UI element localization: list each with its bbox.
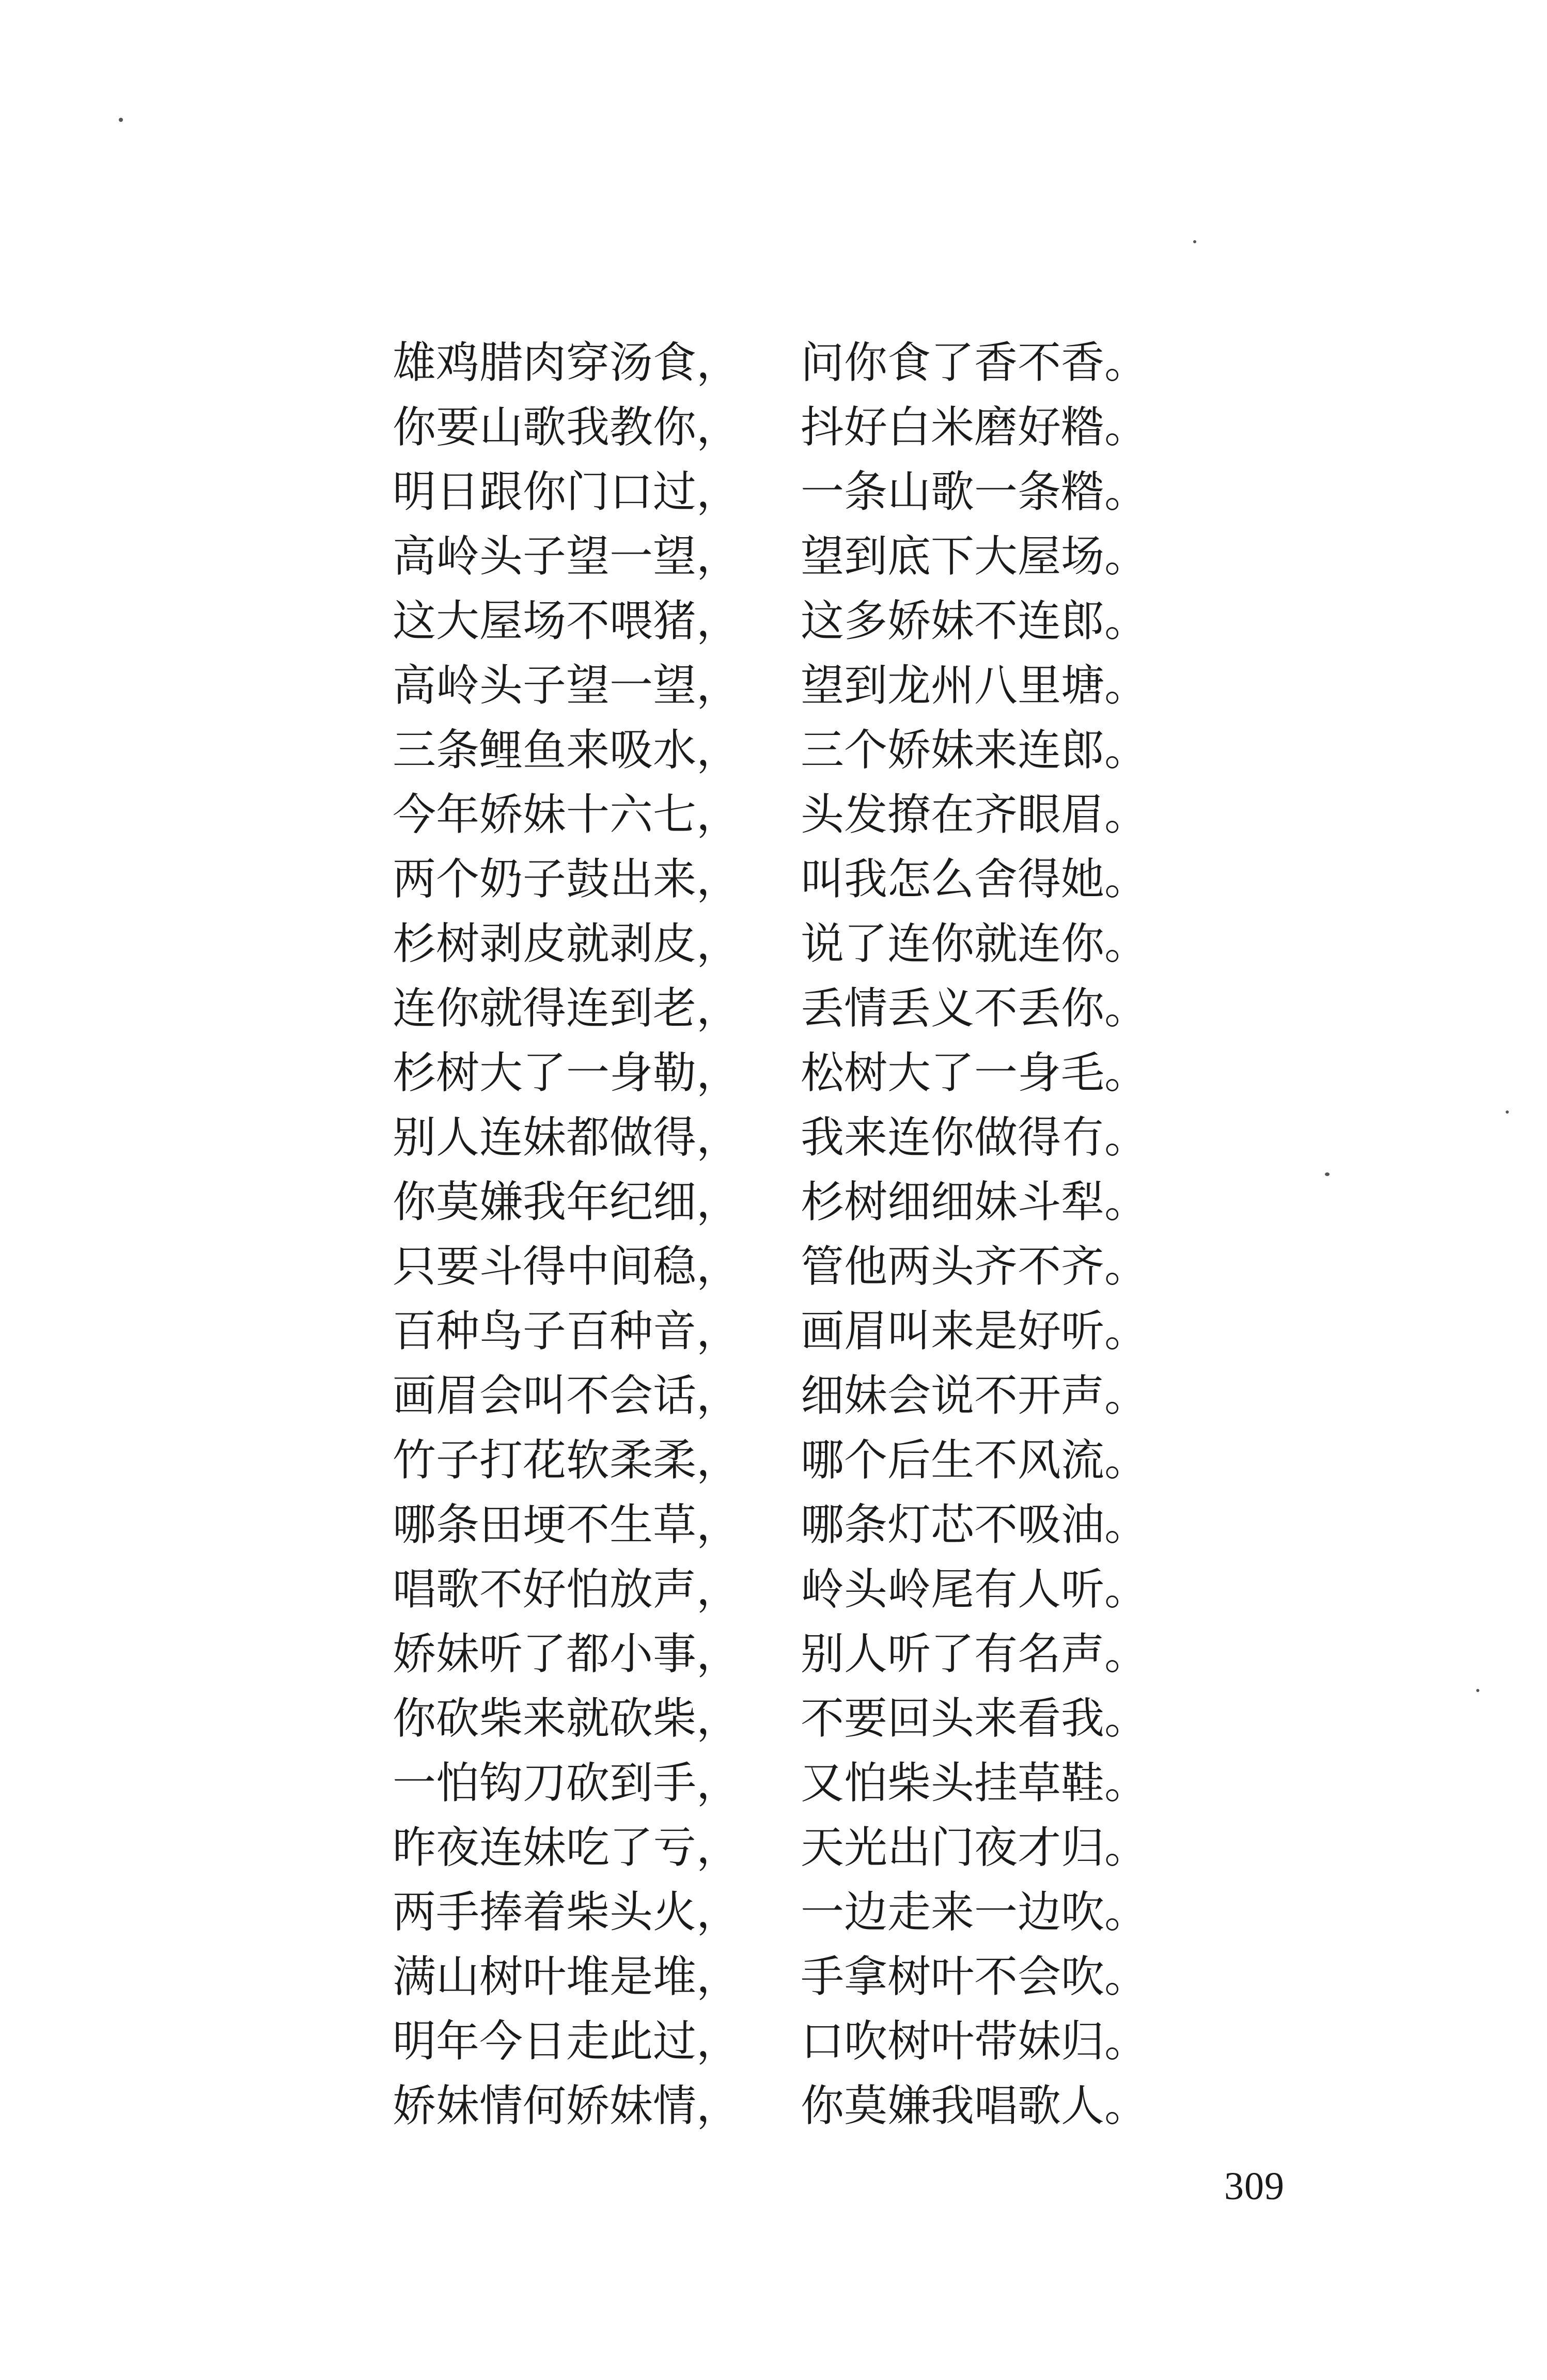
- verse-second-half: 不要回头来看我。: [801, 1693, 1148, 1744]
- verse-row: [393, 2074, 1167, 2138]
- verse-second-half: 这多娇妹不连郎。: [801, 596, 1148, 646]
- verse-second-half: 问你食了香不香。: [801, 337, 1148, 388]
- verse-second-half: 画眉叫来是好听。: [801, 1306, 1148, 1356]
- verse-second-half: 又怕柴头挂草鞋。: [801, 1758, 1148, 1808]
- page-number: 309: [1224, 2165, 1285, 2208]
- verse-row: [393, 718, 1167, 782]
- verse-first-half: 两手捧着柴头火，: [393, 1887, 740, 1937]
- verse-row: [393, 1622, 1167, 1686]
- verse-row: [393, 1170, 1167, 1234]
- verse-second-half: 别人听了有名声。: [801, 1629, 1148, 1679]
- verse-first-half: 三条鲤鱼来吸水，: [393, 725, 740, 775]
- verse-first-half: 杉树剥皮就剥皮，: [393, 918, 740, 969]
- verse-row: [393, 1364, 1167, 1428]
- verse-row: [393, 460, 1167, 524]
- verse-second-half: 一边走来一边吹。: [801, 1887, 1148, 1937]
- verse-second-half: 望到底下大屋场。: [801, 531, 1148, 582]
- verse-first-half: 只要斗得中间稳，: [393, 1241, 740, 1292]
- verse-second-half: 说了连你就连你。: [801, 918, 1148, 969]
- verse-first-half: 画眉会叫不会话，: [393, 1370, 740, 1421]
- verse-second-half: 三个娇妹来连郎。: [801, 725, 1148, 775]
- verse-second-half: 望到龙州八里塘。: [801, 660, 1148, 711]
- verse-row: [393, 395, 1167, 460]
- verse-first-half: 你莫嫌我年纪细，: [393, 1177, 740, 1227]
- verse-row: [393, 847, 1167, 912]
- verse-second-half: 一条山歌一条糌。: [801, 466, 1148, 517]
- verse-row: [393, 1493, 1167, 1557]
- verse-row: [393, 331, 1167, 395]
- verse-first-half: 百种鸟子百种音，: [393, 1306, 740, 1356]
- verse-block: [393, 331, 1167, 2138]
- verse-first-half: 你砍柴来就砍柴，: [393, 1693, 740, 1744]
- verse-row: [393, 1945, 1167, 2009]
- verse-first-half: 这大屋场不喂猪，: [393, 596, 740, 646]
- verse-row: [393, 782, 1167, 847]
- verse-second-half: 你莫嫌我唱歌人。: [801, 2080, 1148, 2131]
- verse-second-half: 抖好白米磨好糌。: [801, 402, 1148, 452]
- verse-second-half: 岭头岭尾有人听。: [801, 1564, 1148, 1615]
- verse-second-half: 松树大了一身毛。: [801, 1047, 1148, 1098]
- verse-row: [393, 1751, 1167, 1815]
- verse-row: [393, 1880, 1167, 1945]
- verse-first-half: 明日跟你门口过，: [393, 466, 740, 517]
- verse-first-half: 满山树叶堆是堆，: [393, 1951, 740, 2002]
- verse-second-half: 哪个后生不风流。: [801, 1435, 1148, 1485]
- verse-first-half: 哪条田埂不生草，: [393, 1499, 740, 1550]
- verse-first-half: 明年今日走此过，: [393, 2016, 740, 2066]
- verse-first-half: 连你就得连到老，: [393, 983, 740, 1034]
- verse-first-half: 娇妹情何娇妹情，: [393, 2080, 740, 2131]
- scan-speck: [1476, 1689, 1479, 1692]
- verse-first-half: 唱歌不好怕放声，: [393, 1564, 740, 1615]
- verse-first-half: 别人连妹都做得，: [393, 1112, 740, 1163]
- verse-first-half: 高岭头子望一望，: [393, 660, 740, 711]
- verse-second-half: 丢情丢义不丢你。: [801, 983, 1148, 1034]
- verse-row: [393, 653, 1167, 718]
- verse-first-half: 杉树大了一身勒，: [393, 1047, 740, 1098]
- verse-second-half: 哪条灯芯不吸油。: [801, 1499, 1148, 1550]
- verse-first-half: 一怕钩刀砍到手，: [393, 1758, 740, 1808]
- verse-row: [393, 1234, 1167, 1299]
- verse-second-half: 手拿树叶不会吹。: [801, 1951, 1148, 2002]
- verse-first-half: 你要山歌我教你，: [393, 402, 740, 452]
- verse-second-half: 头发撩在齐眼眉。: [801, 789, 1148, 840]
- verse-row: [393, 589, 1167, 653]
- verse-first-half: 娇妹听了都小事，: [393, 1629, 740, 1679]
- verse-row: [393, 1428, 1167, 1493]
- verse-row: [393, 524, 1167, 589]
- scan-speck: [1193, 240, 1196, 243]
- verse-row: [393, 976, 1167, 1041]
- verse-first-half: 竹子打花软柔柔，: [393, 1435, 740, 1485]
- verse-first-half: 高岭头子望一望，: [393, 531, 740, 582]
- verse-row: [393, 2009, 1167, 2074]
- verse-second-half: 杉树细细妹斗犁。: [801, 1177, 1148, 1227]
- verse-row: [393, 1299, 1167, 1364]
- scan-speck: [1506, 1110, 1509, 1114]
- verse-row: [393, 1686, 1167, 1751]
- verse-row: [393, 1105, 1167, 1170]
- verse-first-half: 昨夜连妹吃了亏，: [393, 1822, 740, 1873]
- scan-speck: [1325, 1172, 1330, 1176]
- verse-second-half: 管他两头齐不齐。: [801, 1241, 1148, 1292]
- verse-second-half: 我来连你做得冇。: [801, 1112, 1148, 1163]
- verse-row: [393, 1041, 1167, 1105]
- verse-first-half: 雄鸡腊肉穿汤食，: [393, 337, 740, 388]
- verse-second-half: 细妹会说不开声。: [801, 1370, 1148, 1421]
- verse-second-half: 口吹树叶带妹归。: [801, 2016, 1148, 2066]
- verse-second-half: 天光出门夜才归。: [801, 1822, 1148, 1873]
- verse-first-half: 两个奶子鼓出来，: [393, 854, 740, 904]
- scan-speck: [119, 118, 123, 122]
- verse-first-half: 今年娇妹十六七，: [393, 789, 740, 840]
- verse-row: [393, 1557, 1167, 1622]
- verse-row: [393, 912, 1167, 976]
- verse-second-half: 叫我怎么舍得她。: [801, 854, 1148, 904]
- verse-row: [393, 1815, 1167, 1880]
